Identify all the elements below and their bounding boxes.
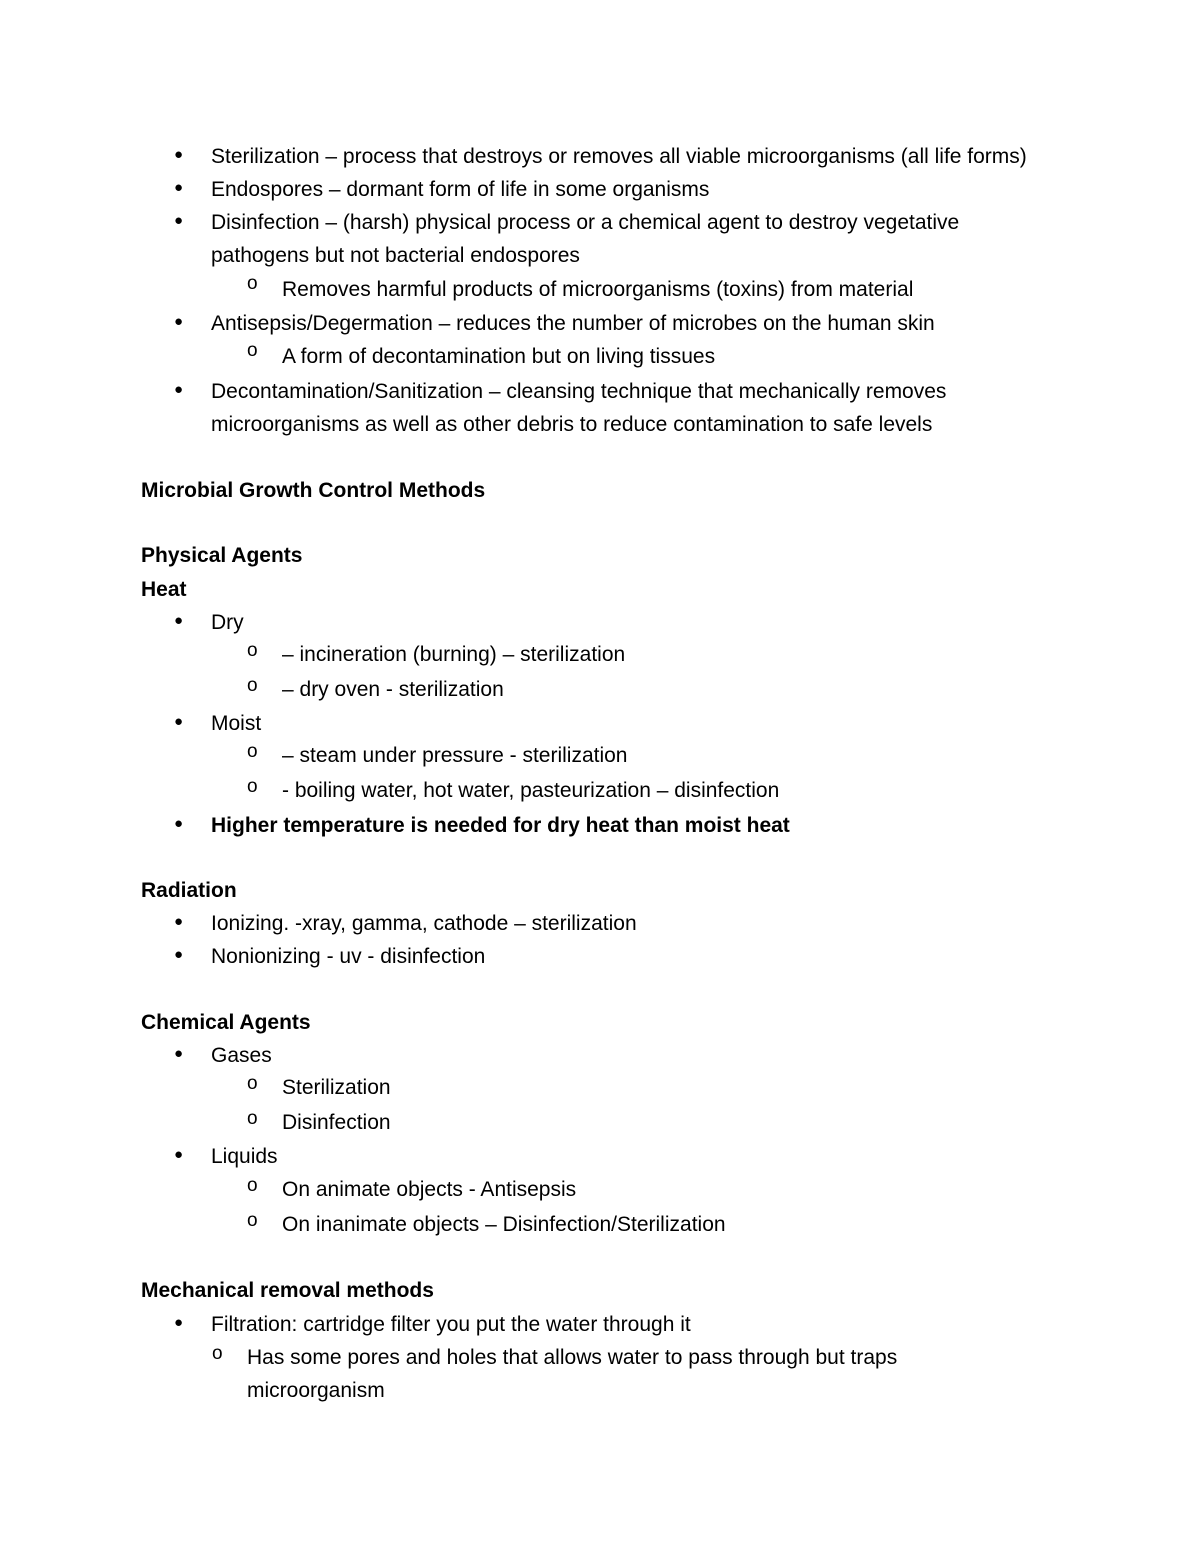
sub-bullet-marker: o bbox=[247, 776, 258, 797]
sub-item-living-tissues: A form of decontamination but on living tissues bbox=[282, 345, 716, 368]
mechanical-removal-heading: Mechanical removal methods bbox=[141, 1279, 434, 1302]
sub-bullet-marker: o bbox=[247, 1073, 258, 1094]
list-item-nonionizing: Nonionizing - uv - disinfection bbox=[211, 945, 486, 968]
list-item-liquids: Liquids bbox=[211, 1145, 278, 1168]
bullet-marker: ● bbox=[174, 1314, 184, 1331]
bullet-marker: ● bbox=[174, 713, 184, 730]
list-item-gases: Gases bbox=[211, 1044, 272, 1067]
bullet-marker: ● bbox=[174, 212, 184, 229]
list-item-sterilization: Sterilization – process that destroys or removes all viable microorganisms (all life forms) bbox=[211, 145, 1027, 168]
bullet-marker: ● bbox=[174, 313, 184, 330]
bullet-marker: ● bbox=[174, 146, 184, 163]
sub-bullet-marker: o bbox=[247, 1108, 258, 1129]
sub-bullet-marker: o bbox=[247, 675, 258, 696]
list-item-decontamination: Decontamination/Sanitization – cleansing technique that mechanically removes bbox=[211, 380, 947, 403]
list-item-temperature-note: Higher temperature is needed for dry heat than moist heat bbox=[211, 814, 790, 837]
list-item-endospores: Endospores – dormant form of life in some organisms bbox=[211, 178, 710, 201]
sub-bullet-marker: o bbox=[212, 1343, 223, 1364]
bullet-marker: ● bbox=[174, 1045, 184, 1062]
sub-bullet-marker: o bbox=[247, 640, 258, 661]
sub-item-pores-cont: microorganism bbox=[247, 1379, 385, 1402]
bullet-marker: ● bbox=[174, 1146, 184, 1163]
bullet-marker: ● bbox=[174, 815, 184, 832]
list-item-moist: Moist bbox=[211, 712, 262, 735]
list-item-ionizing: Ionizing. -xray, gamma, cathode – sterilization bbox=[211, 912, 637, 935]
sub-bullet-marker: o bbox=[247, 1175, 258, 1196]
section-title: Microbial Growth Control Methods bbox=[141, 479, 486, 502]
sub-bullet-marker: o bbox=[247, 273, 258, 294]
sub-item-animate: On animate objects - Antisepsis bbox=[282, 1178, 577, 1201]
sub-item-incineration: – incineration (burning) – sterilization bbox=[282, 643, 626, 666]
sub-item-pores: Has some pores and holes that allows water to pass through but traps bbox=[247, 1346, 898, 1369]
bullet-marker: ● bbox=[174, 913, 184, 930]
radiation-heading: Radiation bbox=[141, 879, 237, 902]
list-item-disinfection: Disinfection – (harsh) physical process or a chemical agent to destroy vegetative bbox=[211, 211, 960, 234]
sub-item-steam: – steam under pressure - sterilization bbox=[282, 744, 628, 767]
list-item-antisepsis: Antisepsis/Degermation – reduces the number of microbes on the human skin bbox=[211, 312, 935, 335]
bullet-marker: ● bbox=[174, 612, 184, 629]
chemical-agents-heading: Chemical Agents bbox=[141, 1011, 311, 1034]
sub-item-toxins: Removes harmful products of microorganisms (toxins) from material bbox=[282, 278, 914, 301]
heat-heading: Heat bbox=[141, 578, 187, 601]
list-item-decontamination-cont: microorganisms as well as other debris to reduce contamination to safe levels bbox=[211, 413, 933, 436]
sub-item-sterilization: Sterilization bbox=[282, 1076, 391, 1099]
list-item-filtration: Filtration: cartridge filter you put the water through it bbox=[211, 1313, 691, 1336]
sub-bullet-marker: o bbox=[247, 340, 258, 361]
sub-item-dry-oven: – dry oven - sterilization bbox=[282, 678, 504, 701]
list-item-dry: Dry bbox=[211, 611, 244, 634]
sub-item-inanimate: On inanimate objects – Disinfection/Sterilization bbox=[282, 1213, 726, 1236]
bullet-marker: ● bbox=[174, 179, 184, 196]
sub-item-disinfection: Disinfection bbox=[282, 1111, 391, 1134]
sub-bullet-marker: o bbox=[247, 1210, 258, 1231]
bullet-marker: ● bbox=[174, 946, 184, 963]
list-item-disinfection-cont: pathogens but not bacterial endospores bbox=[211, 244, 580, 267]
sub-item-boiling: - boiling water, hot water, pasteurization – disinfection bbox=[282, 779, 780, 802]
sub-bullet-marker: o bbox=[247, 741, 258, 762]
physical-agents-heading: Physical Agents bbox=[141, 544, 303, 567]
bullet-marker: ● bbox=[174, 381, 184, 398]
